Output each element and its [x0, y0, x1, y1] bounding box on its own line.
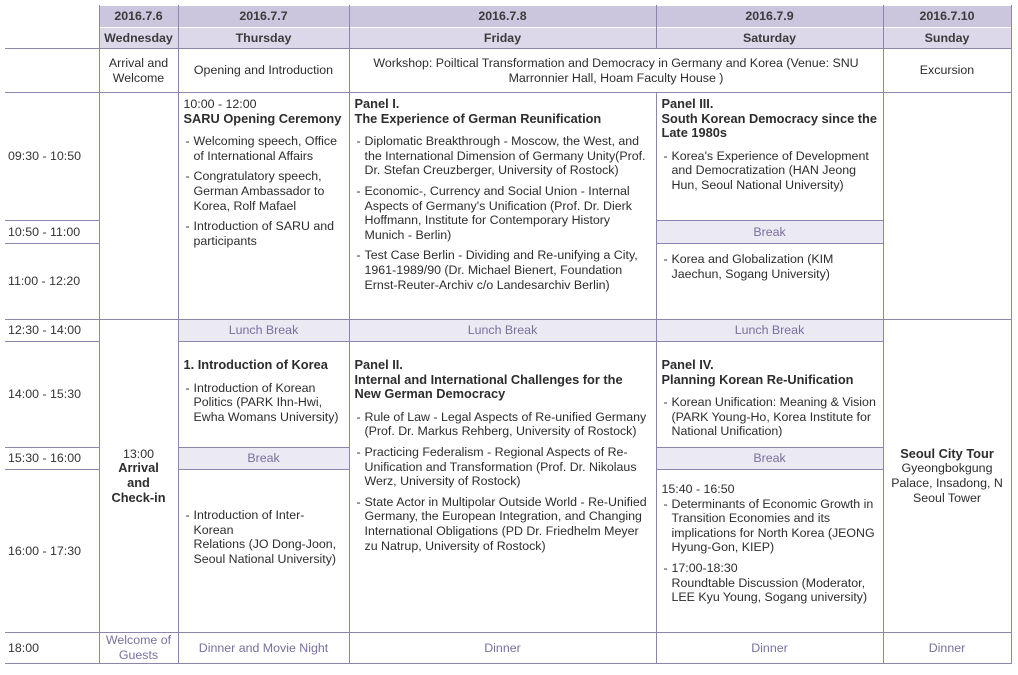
- sat-globalization: [656, 244, 883, 320]
- panel-1-title: The Experience of German Reunification: [354, 110, 602, 126]
- row-0930: [5, 93, 1011, 221]
- sub-thu: Opening and Introduction: [178, 49, 349, 93]
- inter-korean-line-1: - Introduction of Inter-Korean: [193, 508, 305, 537]
- corner-cell-3: [5, 49, 99, 93]
- sat-break-1: Break: [656, 221, 883, 244]
- date-sat: 2016.7.9: [656, 6, 883, 28]
- city-tour-title: Seoul City Tour: [900, 445, 994, 461]
- thu-break: Break: [178, 448, 349, 470]
- fri-evening: Dinner: [349, 633, 656, 664]
- list-item: - Determinants of Economic Growth in Transition Economies and its implications for North Korea (JEONG Hyung-Gon, KIEP): [662, 497, 878, 555]
- thu-inter-korean: [178, 470, 349, 633]
- corner-cell-2: [5, 28, 99, 49]
- date-header-row: [5, 6, 1011, 28]
- fri-panel-2: [349, 342, 656, 633]
- fri-lunch: Lunch Break: [349, 320, 656, 342]
- sat-lunch: Lunch Break: [656, 320, 883, 342]
- day-sun: Sunday: [883, 28, 1011, 49]
- list-item: [184, 508, 344, 566]
- sub-wed: Arrival and Welcome: [99, 49, 178, 93]
- panel-3-list: [662, 149, 878, 193]
- sun-evening: Dinner: [883, 633, 1011, 664]
- roundtable-body: Roundtable Discussion (Moderator, LEE Kyu Young, Sogang university): [671, 575, 868, 605]
- wed-arrival: [99, 320, 178, 633]
- city-tour-body: Gyeongbokgung Palace, Insadong, N Seoul Tower: [891, 461, 1003, 505]
- date-fri: 2016.7.8: [349, 6, 656, 28]
- list-item: - Welcoming speech, Office of International Affairs: [184, 134, 344, 163]
- fri-panel-1: [349, 93, 656, 320]
- time-1050: 10:50 - 11:00: [5, 221, 99, 244]
- panel-3-title: South Korean Democracy since the Late 1980s: [661, 110, 877, 141]
- thu-opening-title: SARU Opening Ceremony: [183, 110, 342, 126]
- thu-opening-list: [184, 134, 344, 248]
- list-item: - State Actor in Multipolar Outside World - Re-Unified Germany, the European Integration, and Changing International Obligations (PD Dr. Friedhelm Meyer zu Natrup, University of Rostock): [355, 495, 651, 553]
- list-item: - Korea's Experience of Development and Democratization (HAN Jeong Hun, Seoul National University): [662, 149, 878, 193]
- row-1800: [5, 633, 1011, 664]
- day-sat: Saturday: [656, 28, 883, 49]
- panel-1-list: [355, 134, 651, 292]
- sat-globalization-list: [662, 252, 878, 281]
- corner-cell: [5, 6, 99, 28]
- time-1100: 11:00 - 12:20: [5, 244, 99, 320]
- list-item: - Test Case Berlin - Dividing and Re-unifying a City, 1961-1989/90 (Dr. Michael Bienert, Foundation Ernst-Reuter-Archiv c/o Landesarchiv Berlin): [355, 248, 651, 292]
- sat-late-list: [662, 497, 878, 605]
- panel-2-list: [355, 410, 651, 553]
- list-item: - Introduction of SARU and participants: [184, 219, 344, 248]
- list-item: - Korean Unification: Meaning & Vision (PARK Young-Ho, Korea Institute for National Unification): [662, 395, 878, 439]
- sun-morning-empty: [883, 93, 1011, 320]
- panel-2-title: Internal and International Challenges for the New German Democracy: [354, 371, 623, 402]
- roundtable-time: - 17:00-18:30: [671, 560, 738, 575]
- list-item: - Economic-, Currency and Social Union - Internal Aspects of Germany's Unification (Prof. Dr. Dierk Hoffmann, Institute for Contemporary History Munich - Berlin): [355, 184, 651, 242]
- list-item: - Rule of Law - Legal Aspects of Re-unified Germany (Prof. Dr. Markus Rehberg, University of Rostock): [355, 410, 651, 439]
- list-item: - Congratulatory speech, German Ambassador to Korea, Rolf Mafael: [184, 169, 344, 213]
- date-thu: 2016.7.7: [178, 6, 349, 28]
- time-1600: 16:00 - 17:30: [5, 470, 99, 633]
- panel-4-label: Panel IV.: [661, 357, 714, 372]
- time-0930: 09:30 - 10:50: [5, 93, 99, 221]
- intro-korea-list: [184, 381, 344, 425]
- thu-evening: Dinner and Movie Night: [178, 633, 349, 664]
- time-1800: 18:00: [5, 633, 99, 664]
- sat-late-time: 15:40 - 16:50: [661, 482, 735, 496]
- thu-opening-ceremony: [178, 93, 349, 320]
- list-item: - Practicing Federalism - Regional Aspects of Re-Unification and Transformation (Prof. Dr. Nikolaus Werz, University of Rostock): [355, 445, 651, 489]
- date-wed: 2016.7.6: [99, 6, 178, 28]
- time-1230: 12:30 - 14:00: [5, 320, 99, 342]
- wed-arrival-title: Arrival and Check-in: [111, 460, 166, 505]
- list-item: - Introduction of Korean Politics (PARK Ihn-Hwi, Ewha Womans University): [184, 381, 344, 425]
- schedule-table: [5, 5, 1012, 664]
- sat-late-session: [656, 470, 883, 633]
- wed-arrival-time: 13:00: [122, 446, 154, 461]
- sub-workshop: Workshop: Poiltical Transformation and Democracy in Germany and Korea (Venue: SNU Marronnier Hall, Hoam Faculty House ): [349, 49, 883, 93]
- row-1230: [5, 320, 1011, 342]
- sat-break-2: Break: [656, 448, 883, 470]
- thu-lunch: Lunch Break: [178, 320, 349, 342]
- day-thu: Thursday: [178, 28, 349, 49]
- wed-evening: Welcome of Guests: [99, 633, 178, 664]
- day-fri: Friday: [349, 28, 656, 49]
- panel-4-title: Planning Korean Re-Unification: [661, 371, 854, 387]
- time-1530: 15:30 - 16:00: [5, 448, 99, 470]
- sat-evening: Dinner: [656, 633, 883, 664]
- thu-opening-time: 10:00 - 12:00: [183, 97, 257, 111]
- panel-2-label: Panel II.: [354, 357, 403, 372]
- day-header-row: [5, 28, 1011, 49]
- panel-1-label: Panel I.: [354, 96, 400, 111]
- panel-4-list: [662, 395, 878, 439]
- activity-header-row: [5, 49, 1011, 93]
- time-1400: 14:00 - 15:30: [5, 342, 99, 448]
- day-wed: Wednesday: [99, 28, 178, 49]
- date-sun: 2016.7.10: [883, 6, 1011, 28]
- inter-korean-line-2: Relations (JO Dong-Joon,: [193, 537, 337, 552]
- thu-intro-korea: [178, 342, 349, 448]
- panel-3-label: Panel III.: [661, 96, 714, 111]
- sun-city-tour: [883, 320, 1011, 633]
- inter-korean-list: [184, 508, 344, 566]
- sat-panel-4: [656, 342, 883, 448]
- inter-korean-line-3: Seoul National University): [193, 551, 337, 566]
- wed-morning-empty: [99, 93, 178, 320]
- sat-panel-3: [656, 93, 883, 221]
- list-item: [662, 561, 878, 605]
- intro-korea-title: 1. Introduction of Korea: [183, 357, 328, 372]
- list-item: - Korea and Globalization (KIM Jaechun, Sogang University): [662, 252, 878, 281]
- list-item: - Diplomatic Breakthrough - Moscow, the West, and the International Dimension of Germany Unity(Prof. Dr. Stefan Creuzberger, University of Rostock): [355, 134, 651, 178]
- sub-sun: Excursion: [883, 49, 1011, 93]
